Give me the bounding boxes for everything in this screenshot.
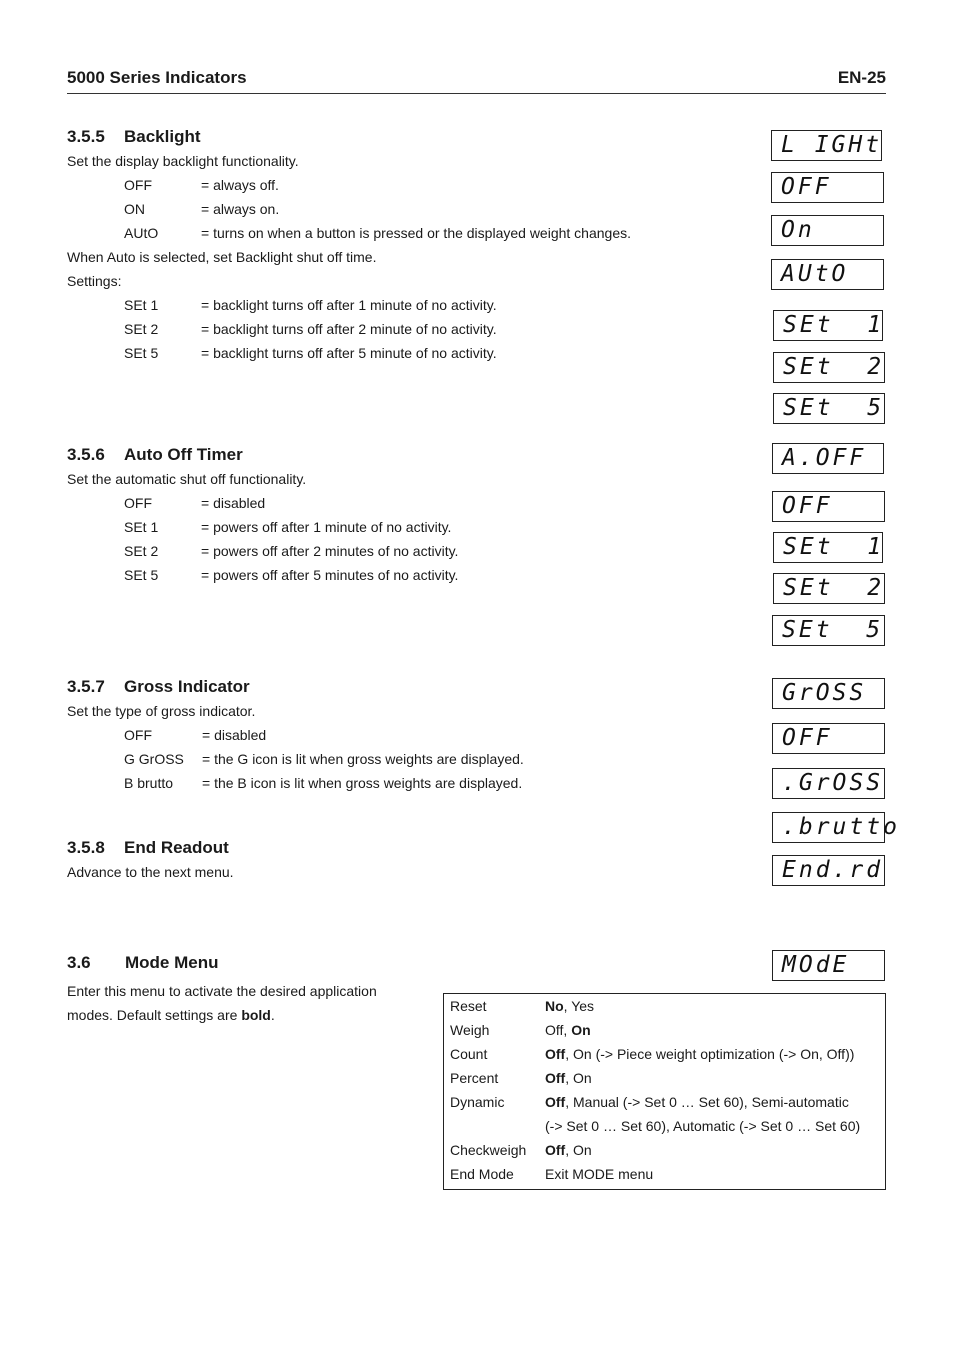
display-readout: L IGHt: [771, 130, 882, 161]
gross-option-desc: = the G icon is lit when gross weights are displayed.: [202, 751, 524, 767]
section-number: 3.5.7: [67, 677, 105, 696]
gross-option-desc: = disabled: [202, 727, 267, 743]
section-heading-gross: [67, 677, 250, 697]
mode-table-value: [545, 1018, 591, 1042]
mode-settings-table: [443, 993, 886, 1190]
section-number: 3.5.8: [67, 838, 105, 857]
desc-text: modes. Default settings are: [67, 1007, 242, 1023]
value-text: (-> Set 0 … Set 60), Automatic (-> Set 0 … Set 60): [545, 1118, 861, 1134]
auto-off-option-desc: = disabled: [201, 495, 266, 511]
mode-table-label: Percent: [450, 1070, 499, 1086]
backlight-setting-desc: = backlight turns off after 1 minute of no activity.: [201, 297, 497, 313]
display-readout: SEt 1: [773, 532, 883, 563]
section-title: Mode Menu: [125, 953, 219, 972]
auto-off-option-desc: = powers off after 1 minute of no activity.: [201, 519, 452, 535]
display-readout: SEt 5: [773, 393, 885, 424]
mode-table-value: [545, 1066, 592, 1090]
value-text: Exit MODE menu: [545, 1166, 654, 1182]
display-readout: .GrOSS: [772, 768, 885, 799]
mode-table-label: Count: [450, 1046, 488, 1062]
auto-off-option-key: SEt 5: [124, 567, 159, 583]
section-number: 3.5.5: [67, 127, 105, 146]
mode-table-value: [545, 1162, 653, 1186]
default-value: Off: [545, 1046, 566, 1062]
mode-table-label: Reset: [450, 998, 487, 1014]
default-value: Off: [545, 1142, 566, 1158]
display-readout: AUtO: [771, 259, 884, 290]
auto-off-option-key: SEt 2: [124, 543, 159, 559]
section-heading-mode-menu: [67, 953, 219, 973]
display-readout: MOdE: [772, 950, 885, 981]
display-readout: On: [771, 215, 884, 246]
display-readout: OFF: [772, 723, 885, 754]
mode-table-label: Checkweigh: [450, 1142, 527, 1158]
section-number: 3.5.6: [67, 445, 105, 464]
gross-option-desc: = the B icon is lit when gross weights are displayed.: [202, 775, 523, 791]
auto-off-option-key: OFF: [124, 495, 152, 511]
value-text: , Manual (-> Set 0 … Set 60), Semi-automatic: [565, 1094, 849, 1110]
display-readout: OFF: [772, 491, 885, 522]
default-value: On: [571, 1022, 591, 1038]
backlight-option-key: ON: [124, 201, 145, 217]
display-readout: .brutto: [772, 812, 885, 843]
display-readout: End.rd: [772, 855, 885, 886]
value-text: , On (-> Piece weight optimization (-> On, Off)): [565, 1046, 855, 1062]
backlight-option-key: AUtO: [124, 225, 159, 241]
section-heading-auto-off: [67, 445, 243, 465]
display-readout: SEt 5: [772, 615, 885, 646]
section-title: Backlight: [124, 127, 201, 146]
section-heading-backlight: [67, 127, 201, 147]
section-desc: Set the type of gross indicator.: [67, 703, 256, 719]
value-text: , On: [565, 1142, 592, 1158]
gross-option-key: G GrOSS: [124, 751, 184, 767]
backlight-setting-key: SEt 2: [124, 321, 159, 337]
backlight-setting-desc: = backlight turns off after 5 minute of no activity.: [201, 345, 497, 361]
section-heading-end-readout: [67, 838, 229, 858]
auto-off-option-desc: = powers off after 2 minutes of no activity.: [201, 543, 459, 559]
settings-label: Settings:: [67, 273, 122, 289]
page-number: EN-25: [837, 68, 886, 87]
section-desc: Set the display backlight functionality.: [67, 153, 299, 169]
mode-table-label: Dynamic: [450, 1094, 505, 1110]
backlight-setting-key: SEt 5: [124, 345, 159, 361]
running-header-title: 5000 Series Indicators: [67, 68, 247, 87]
mode-table-value: [545, 1042, 854, 1066]
mode-desc-line2: [67, 1003, 275, 1027]
mode-table-value: [545, 1114, 860, 1138]
display-readout: SEt 2: [773, 573, 885, 604]
gross-option-key: OFF: [124, 727, 152, 743]
display-readout: GrOSS: [772, 678, 885, 709]
backlight-option-desc: = always off.: [201, 177, 279, 193]
display-readout: OFF: [771, 172, 884, 203]
backlight-option-key: OFF: [124, 177, 152, 193]
mode-table-value: [545, 1138, 592, 1162]
auto-off-option-desc: = powers off after 5 minutes of no activity.: [201, 567, 459, 583]
mode-table-value: [545, 994, 594, 1018]
value-text: Off,: [545, 1022, 572, 1038]
backlight-setting-desc: = backlight turns off after 2 minute of no activity.: [201, 321, 497, 337]
section-title: Auto Off Timer: [124, 445, 243, 464]
value-text: , On: [565, 1070, 592, 1086]
default-value: Off: [545, 1094, 566, 1110]
auto-note: When Auto is selected, set Backlight shut off time.: [67, 249, 377, 265]
mode-table-label: End Mode: [450, 1166, 514, 1182]
desc-period: .: [270, 1007, 275, 1023]
section-number: 3.6: [67, 953, 91, 972]
auto-off-option-key: SEt 1: [124, 519, 159, 535]
display-readout: SEt 2: [773, 352, 885, 383]
display-readout: A.OFF: [772, 443, 884, 474]
backlight-option-desc: = always on.: [201, 201, 280, 217]
backlight-option-desc: = turns on when a button is pressed or the displayed weight changes.: [201, 225, 631, 241]
header-rule: [67, 93, 886, 94]
mode-table-label: Weigh: [450, 1022, 490, 1038]
default-value: Off: [545, 1070, 566, 1086]
mode-desc-line1: Enter this menu to activate the desired application: [67, 983, 377, 999]
mode-table-value: [545, 1090, 849, 1114]
desc-bold: bold: [241, 1007, 271, 1023]
section-desc: Set the automatic shut off functionality.: [67, 471, 307, 487]
default-value: No: [545, 998, 564, 1014]
display-readout: SEt 1: [773, 310, 883, 341]
section-title: End Readout: [124, 838, 229, 857]
section-desc: Advance to the next menu.: [67, 864, 234, 880]
gross-option-key: B brutto: [124, 775, 174, 791]
section-title: Gross Indicator: [124, 677, 250, 696]
backlight-setting-key: SEt 1: [124, 297, 159, 313]
value-text: , Yes: [563, 998, 595, 1014]
